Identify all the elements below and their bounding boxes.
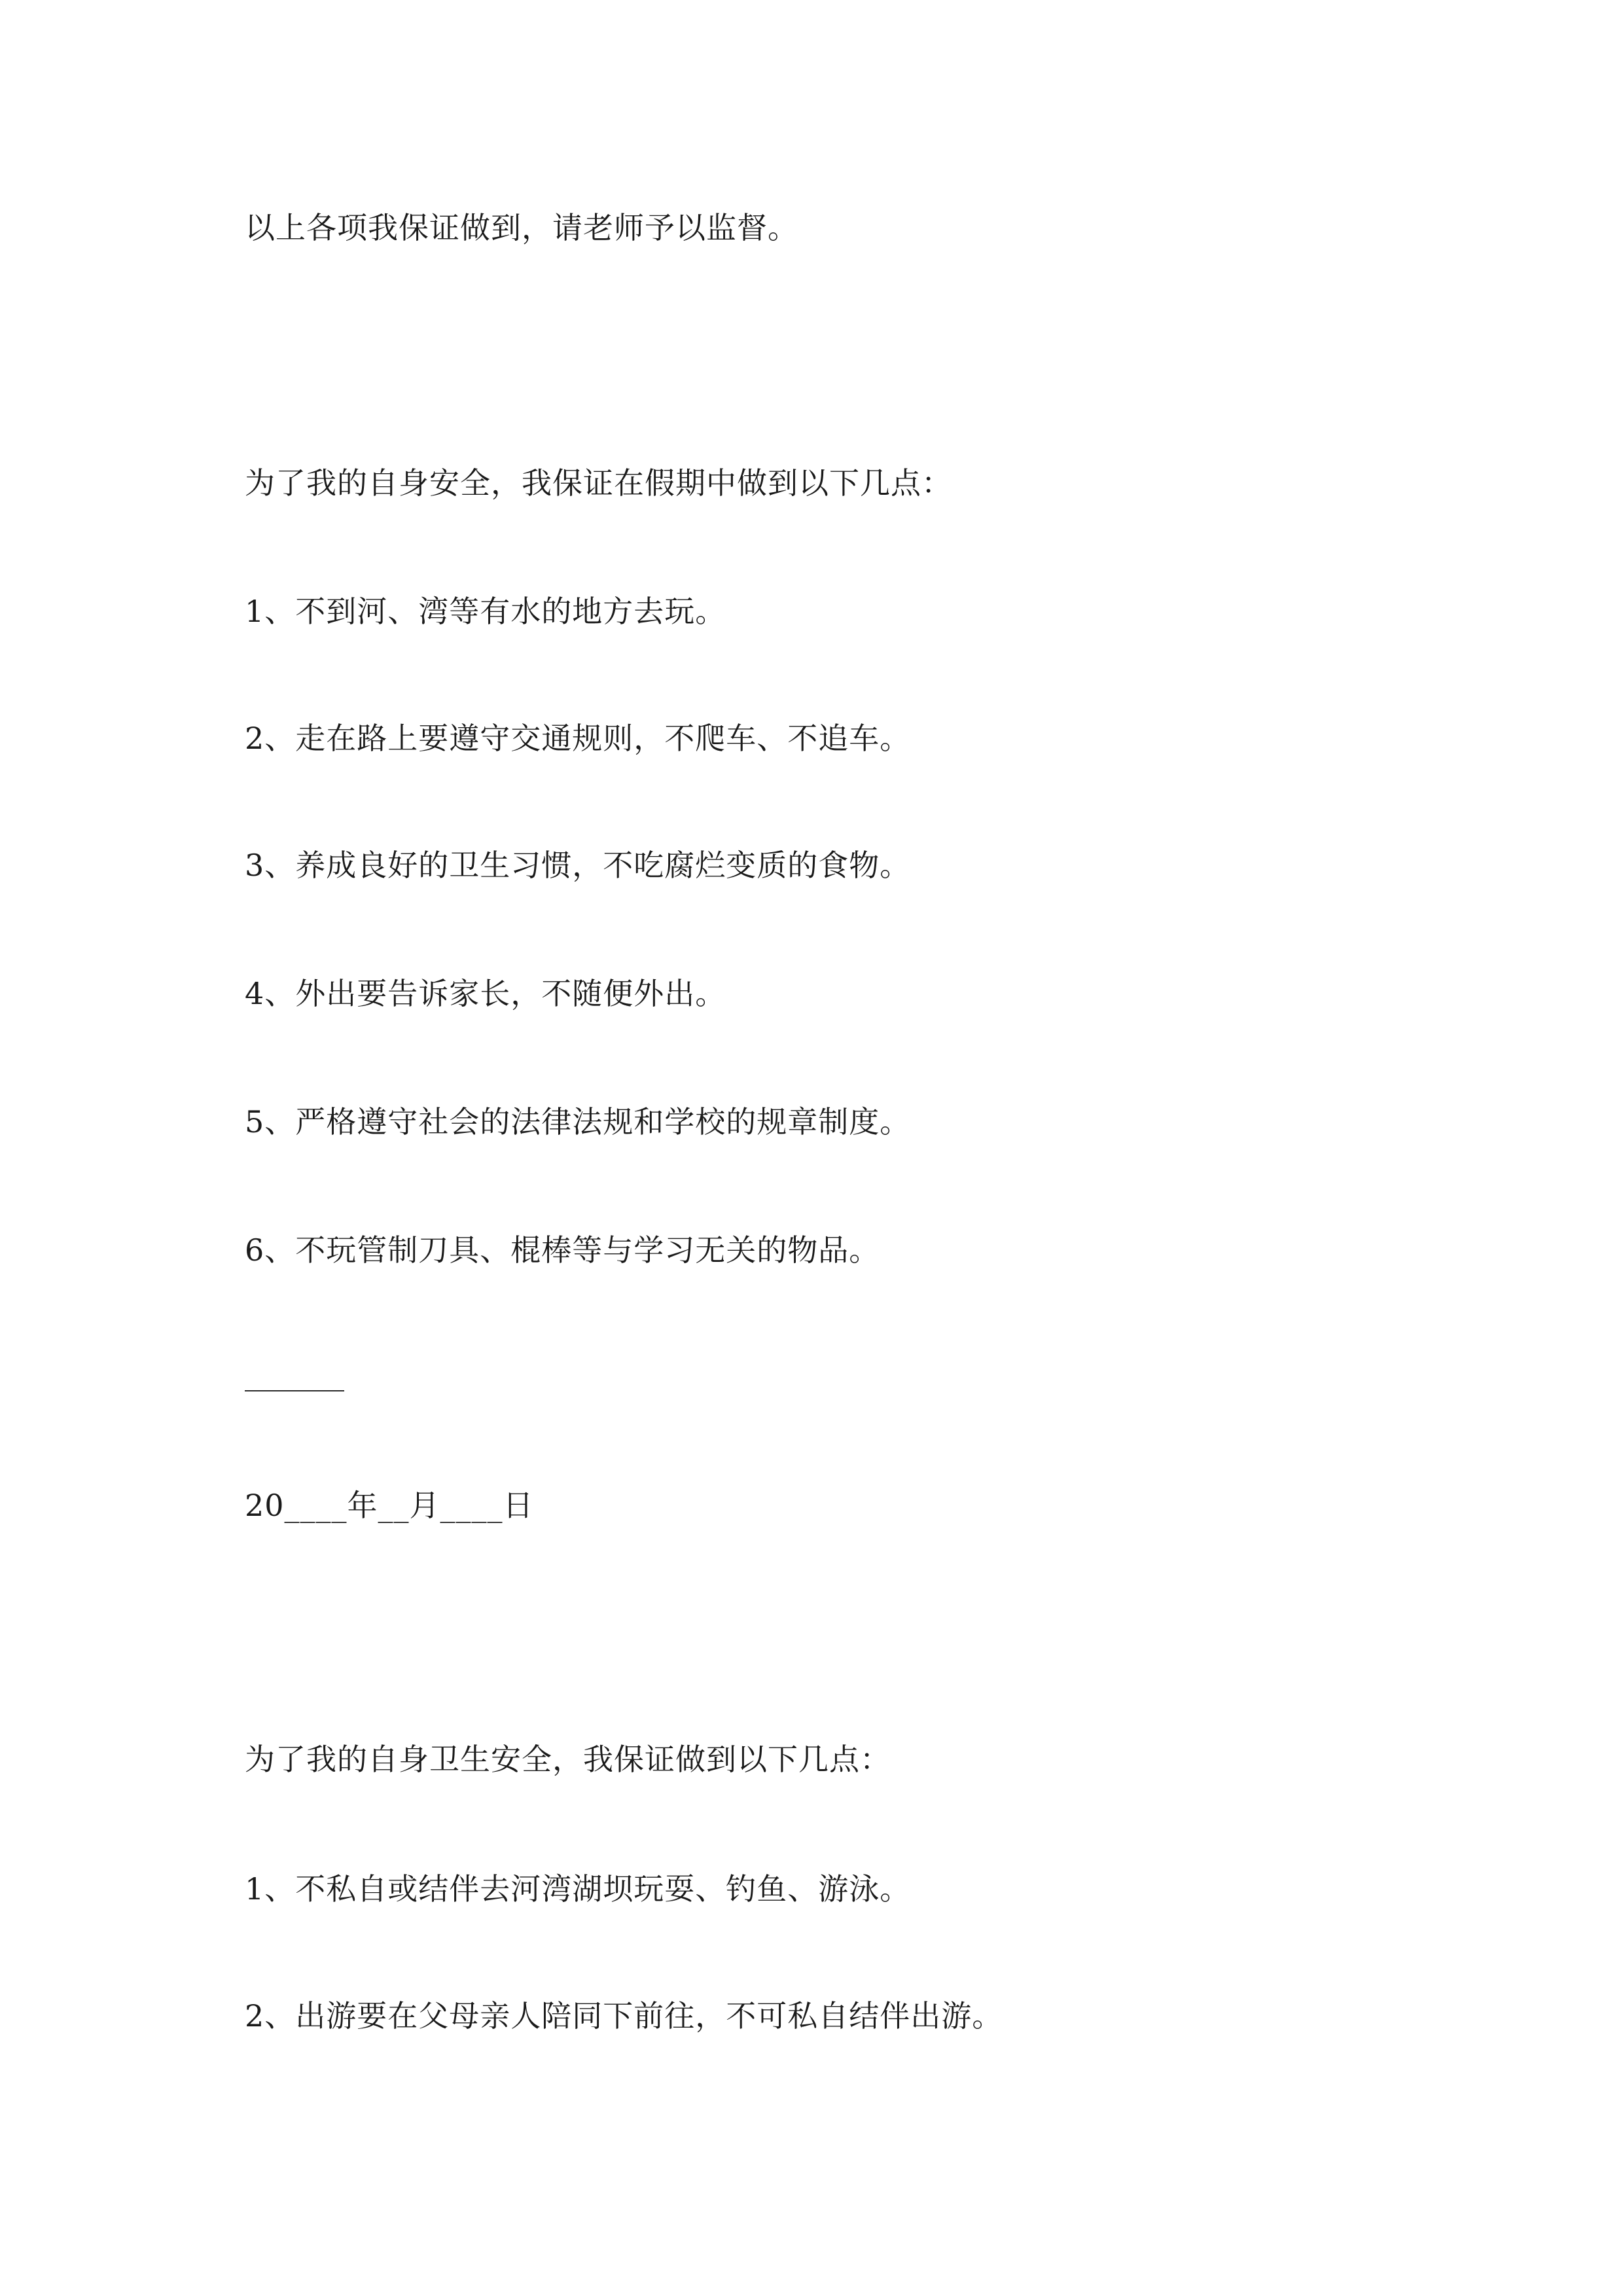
section1-item-3: 3、养成良好的卫生习惯，不吃腐烂变质的食物。: [245, 848, 911, 883]
signature-line: [245, 1390, 344, 1391]
closing-statement: 以上各项我保证做到，请老师予以监督。: [245, 210, 798, 245]
section1-item-5: 5、严格遵守社会的法律法规和学校的规章制度。: [245, 1104, 911, 1139]
section1-item-4: 4、外出要告诉家长，不随便外出。: [245, 976, 726, 1011]
section2-item-1: 1、不私自或结伴去河湾湖坝玩耍、钓鱼、游泳。: [245, 1871, 911, 1907]
section2-heading: 为了我的自身卫生安全，我保证做到以下几点：: [245, 1742, 891, 1777]
section1-item-1: 1、不到河、湾等有水的地方去玩。: [245, 594, 726, 629]
section2-item-2: 2、出游要在父母亲人陪同下前往，不可私自结伴出游。: [245, 1998, 1003, 2034]
section1-heading: 为了我的自身安全，我保证在假期中做到以下几点：: [245, 465, 952, 501]
date-line: 20____年__月____日: [245, 1488, 534, 1523]
section1-item-6: 6、不玩管制刀具、棍棒等与学习无关的物品。: [245, 1232, 880, 1268]
section1-item-2: 2、走在路上要遵守交通规则，不爬车、不追车。: [245, 721, 911, 756]
